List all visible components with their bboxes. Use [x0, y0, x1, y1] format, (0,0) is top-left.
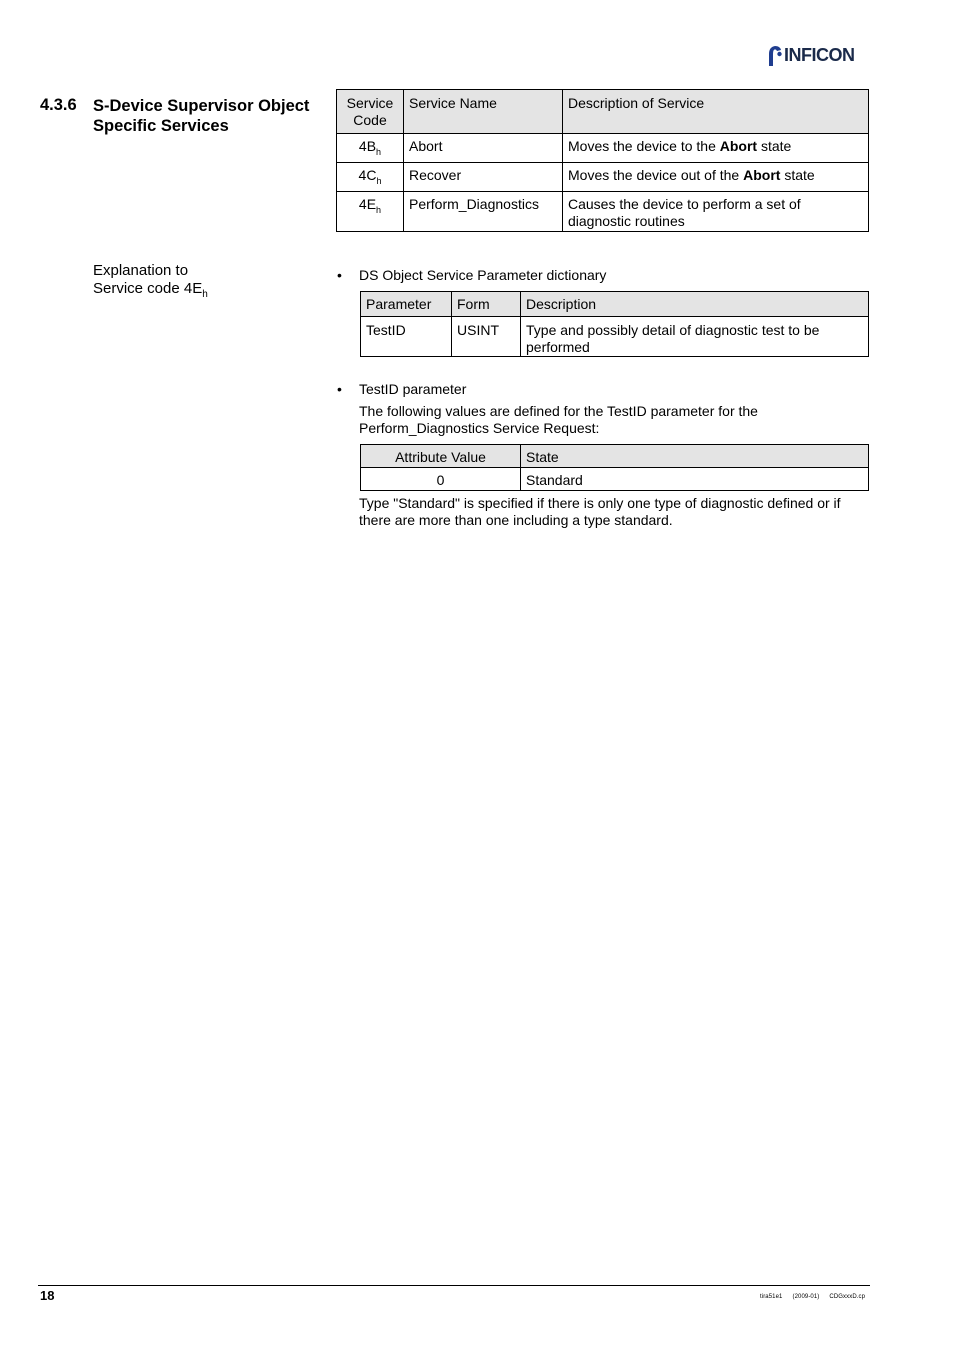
inficon-logo: [766, 44, 870, 68]
service-table: [336, 89, 869, 232]
bullet-item: • TestID parameter: [337, 381, 467, 397]
footer-divider: [38, 1285, 870, 1286]
param-name: TestID: [361, 317, 452, 357]
table-row: [337, 134, 869, 163]
header-form: Form: [452, 292, 521, 317]
header-attribute-value: Attribute Value: [361, 445, 521, 468]
service-name: Perform_Diagnostics: [404, 191, 563, 231]
state-value: Standard: [521, 468, 869, 491]
section-title: S-Device Supervisor Object Specific Services: [93, 97, 310, 135]
param-description: Type and possibly detail of diagnostic test to be performed: [521, 317, 869, 357]
paragraph: Type "Standard" is specified if there is only one type of diagnostic defined or if there are more than one including a type standard.: [359, 495, 841, 528]
table-row: [337, 162, 869, 191]
header-service-name: Service Name: [404, 90, 563, 134]
table-row: [337, 191, 869, 231]
param-form: USINT: [452, 317, 521, 357]
service-description: Causes the device to perform a set of diagnostic routines: [563, 191, 869, 231]
logo-text: INFICON: [784, 45, 855, 65]
table-header-row: [337, 90, 869, 134]
attribute-value: 0: [361, 468, 521, 491]
explanation-label: Explanation to Service code $4E_h$: [93, 262, 208, 300]
table-header-row: [361, 445, 869, 468]
page-number: 18: [40, 1288, 55, 1303]
bullet-icon: •: [337, 267, 342, 283]
service-code: $4C_h$: [337, 162, 404, 191]
service-code: $4E_h$: [337, 191, 404, 231]
bullet-icon: •: [337, 381, 342, 397]
document-reference: tira51e1 (2009-01) CDGxxxD.cp: [760, 1294, 866, 1300]
table-header-row: [361, 292, 869, 317]
service-name: Abort: [404, 134, 563, 163]
paragraph: The following values are defined for the TestID parameter for the Perform_Diagnostics Service Request:: [359, 403, 758, 436]
service-description: Moves the device out of the Abort state: [563, 162, 869, 191]
bullet-item: • DS Object Service Parameter dictionary: [337, 267, 607, 283]
table-row: [361, 317, 869, 357]
service-code: $4B_h$: [337, 134, 404, 163]
header-state: State: [521, 445, 869, 468]
state-table: [360, 444, 869, 491]
header-description: Description of Service: [563, 90, 869, 134]
inficon-logo-icon: [766, 44, 784, 68]
header-description: Description: [521, 292, 869, 317]
header-parameter: Parameter: [361, 292, 452, 317]
parameter-table: [360, 291, 869, 357]
table-row: [361, 468, 869, 491]
header-service-code: Service Code: [337, 90, 404, 134]
service-name: Recover: [404, 162, 563, 191]
service-description: Moves the device to the Abort state: [563, 134, 869, 163]
section-number: 4.3.6: [40, 96, 77, 114]
